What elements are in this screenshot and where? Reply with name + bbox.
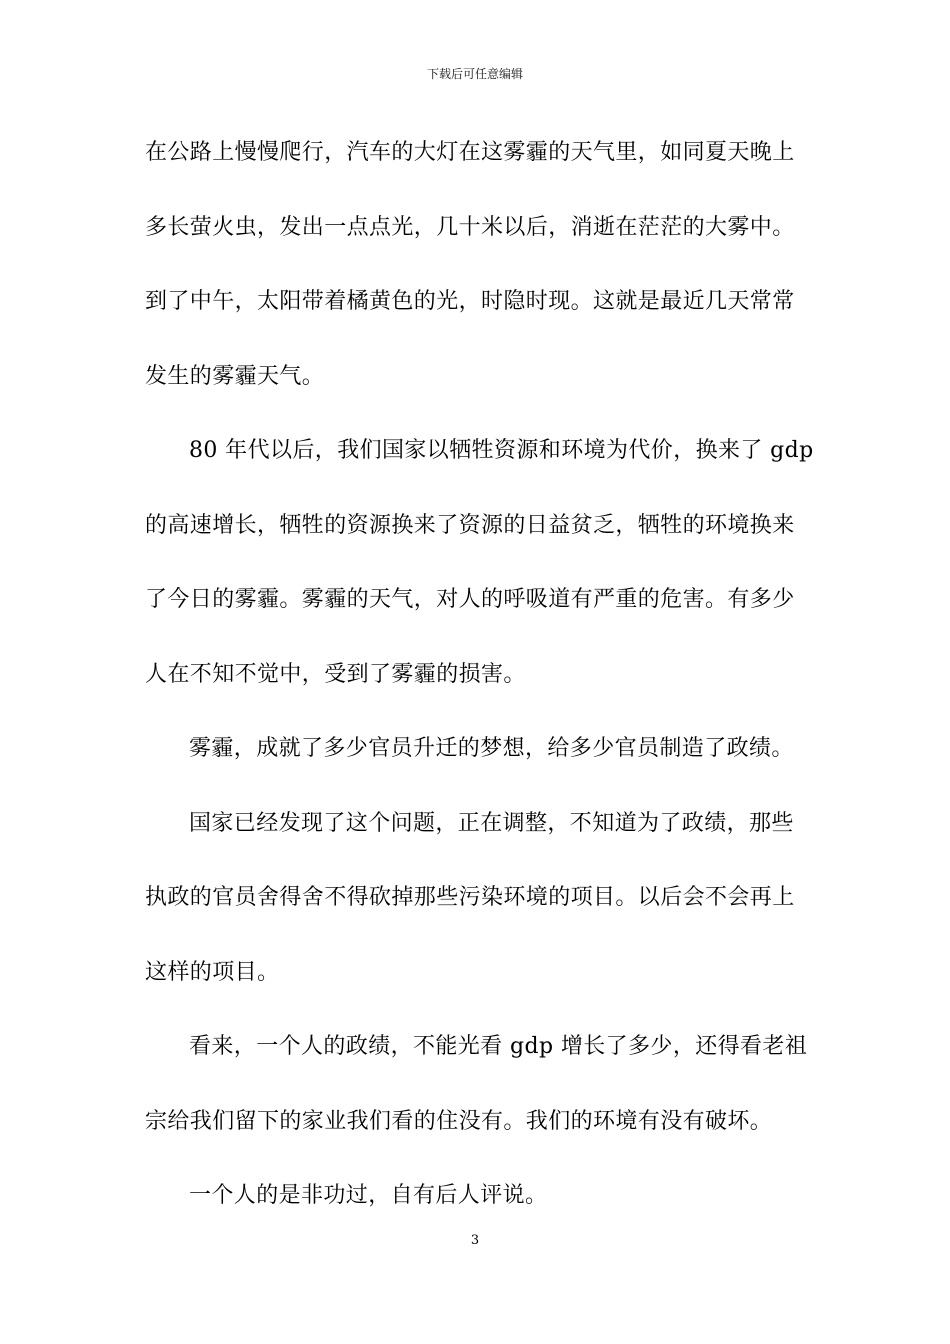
text-line: 的高速增长，牺牲的资源换来了资源的日益贫乏，牺牲的环境换来 — [145, 512, 795, 538]
text-line: 人在不知不觉中，受到了雾霾的损害。 — [145, 661, 526, 687]
paragraph-start-line: 一个人的是非功过，自有后人评说。 — [189, 1183, 548, 1208]
text-line: 这样的项目。 — [145, 959, 280, 985]
text-line: 在公路上慢慢爬行，汽车的大灯在这雾霾的天气里，如同夏天晚上 — [145, 140, 795, 165]
paragraph-start-line: 雾霾，成就了多少官员升迁的梦想，给多少官员制造了政绩。 — [189, 736, 794, 761]
text-line: 发生的雾霾天气。 — [145, 363, 325, 389]
page-header: 下载后可任意编辑 — [426, 67, 523, 81]
text-line: 到了中午，太阳带着橘黄色的光，时隐时现。这就是最近几天常常 — [145, 289, 795, 314]
text-line: 了今日的雾霾。雾霾的天气，对人的呼吸道有严重的危害。有多少 — [145, 587, 795, 612]
paragraph-start-line: 看来，一个人的政绩，不能光看 gdp 增长了多少，还得看老祖 — [189, 1034, 808, 1059]
page-number: 3 — [470, 1233, 480, 1248]
paragraph-start-line: 80 年代以后，我们国家以牺牲资源和环境为代价，换来了 gdp — [189, 438, 814, 463]
paragraph-start-line: 国家已经发现了这个问题，正在调整，不知道为了政绩，那些 — [189, 810, 794, 836]
text-line: 多长萤火虫，发出一点点光，几十米以后，消逝在茫茫的大雾中。 — [145, 214, 795, 240]
text-line: 宗给我们留下的家业我们看的住没有。我们的环境有没有破坏。 — [145, 1108, 773, 1134]
document-body — [145, 131, 814, 1249]
text-line: 执政的官员舍得舍不得砍掉那些污染环境的项目。以后会不会再上 — [145, 885, 795, 910]
